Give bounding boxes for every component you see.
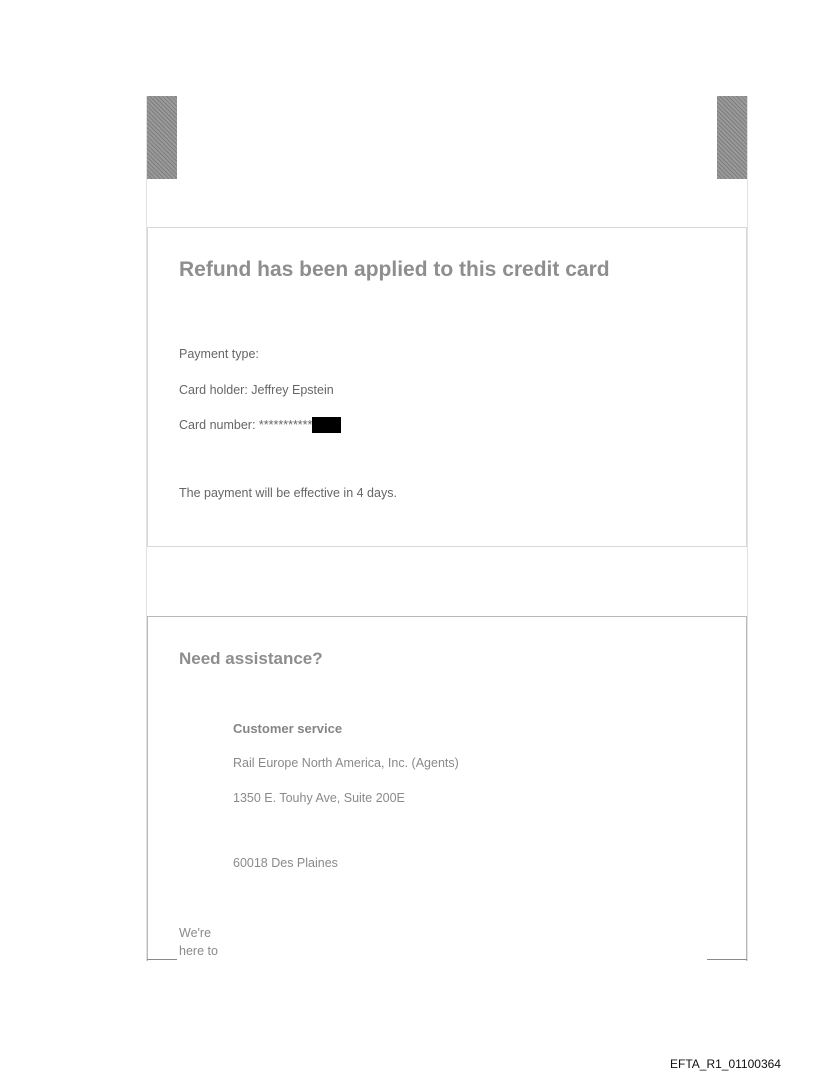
header-image-left — [147, 96, 177, 179]
card-holder: Card holder: Jeffrey Epstein — [179, 383, 334, 397]
refund-title: Refund has been applied to this credit card — [179, 258, 610, 281]
card-number — [179, 417, 341, 433]
customer-service-heading: Customer service — [233, 721, 343, 736]
help-text: We're here to — [179, 926, 218, 958]
redaction-box — [312, 417, 341, 433]
document-id: EFTA_R1_01100364 — [670, 1057, 781, 1071]
card-bottom-edge-right — [707, 959, 747, 960]
card-bottom-edge-left — [147, 959, 177, 960]
refund-card — [147, 227, 747, 547]
city-line: 60018 Des Plaines — [233, 856, 338, 870]
card-number-prefix: Card number: *********** — [179, 418, 313, 432]
assistance-card — [147, 616, 747, 961]
payment-type-label: Payment type: — [179, 347, 259, 361]
header-image-right — [717, 96, 747, 179]
effective-note: The payment will be effective in 4 days. — [179, 486, 397, 500]
assistance-title: Need assistance? — [179, 649, 323, 668]
company-name: Rail Europe North America, Inc. (Agents) — [233, 756, 459, 770]
street-address: 1350 E. Touhy Ave, Suite 200E — [233, 791, 405, 805]
